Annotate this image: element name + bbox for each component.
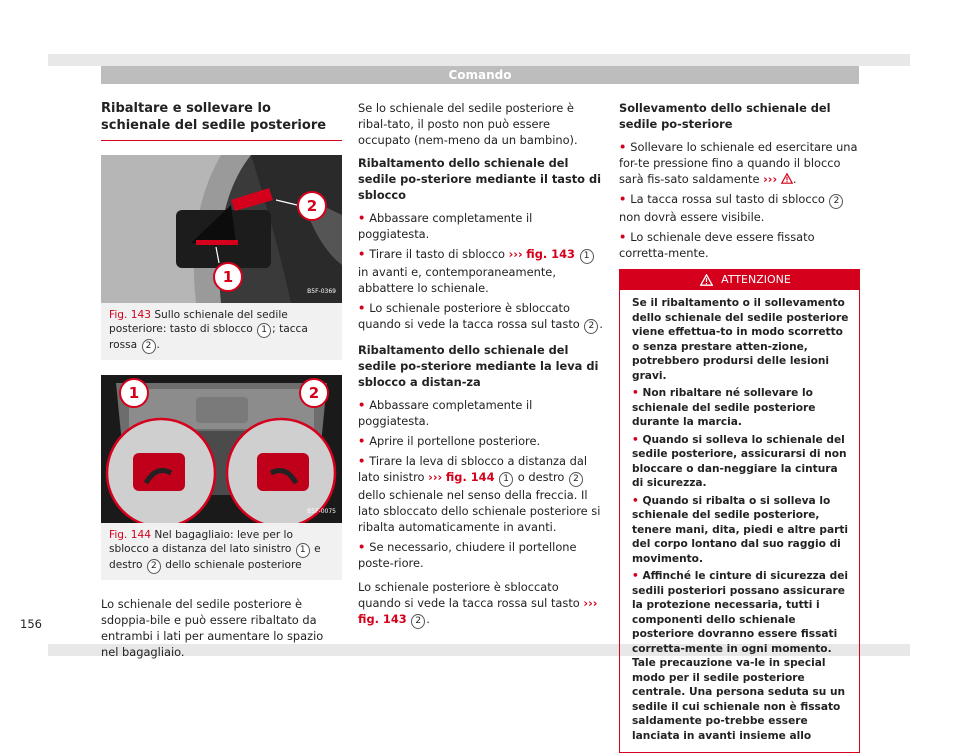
figure-link[interactable]: fig. 143 xyxy=(526,247,575,261)
bullet: • xyxy=(358,398,370,412)
figure-label: Fig. 144 xyxy=(109,529,151,541)
warning-item xyxy=(632,433,851,491)
callout-2: 2 xyxy=(299,378,329,408)
warning-item xyxy=(632,386,851,430)
arrow-ref-icon: ››› xyxy=(428,470,443,484)
bullet: • xyxy=(619,230,631,244)
list-text: Abbassare completamente il poggiatesta. xyxy=(358,211,533,241)
paragraph-text: Lo schienale posteriore è sbloccato quando si vede la tacca rossa sul tasto xyxy=(358,580,580,610)
list-item xyxy=(358,453,604,535)
ref-number: 1 xyxy=(580,249,594,264)
warning-title: ATTENZIONE xyxy=(721,273,791,286)
warning-text: Quando si solleva lo schienale del sedile posteriore, assicurarsi di non bloccare o dan-neggiare la cintura di sicurezza. xyxy=(632,433,847,489)
figure-link[interactable]: fig. 143 xyxy=(358,612,407,626)
caption-text: dello schienale posteriore xyxy=(165,559,302,571)
section-title: Ribaltare e sollevare lo schienale del sedile posteriore xyxy=(101,100,342,141)
column-right xyxy=(619,100,860,753)
bullet: • xyxy=(358,434,370,448)
figure-link[interactable]: fig. 144 xyxy=(445,470,495,484)
list-text: La tacca rossa sul tasto di sblocco xyxy=(630,192,825,206)
list-item xyxy=(358,210,604,242)
list-item: • Sollevare lo schienale ed esercitare una for-te pressione fino a quando il blocco sarà fis-sato saldamente ››› . xyxy=(619,140,858,186)
list-text: Abbassare completamente il poggiatesta. xyxy=(358,398,533,428)
list-text: Tirare la leva di sblocco a distanza dal lato sinistro xyxy=(358,454,588,484)
figure-code: B5F-0075 xyxy=(307,508,336,515)
figure-caption xyxy=(101,523,342,580)
ref-number: 1 xyxy=(257,323,271,338)
ref-number: 1 xyxy=(499,472,513,487)
caption-text: e destro xyxy=(109,543,321,571)
list-text: non dovrà essere visibile. xyxy=(619,210,765,224)
warning-triangle-icon[interactable] xyxy=(781,173,793,184)
warning-item xyxy=(632,494,851,567)
subheading: Ribaltamento dello schienale del sedile po-steriore mediante il tasto di sblocco xyxy=(358,156,602,202)
ref-number: 2 xyxy=(411,614,425,629)
list-text: Lo schienale deve essere fissato corretta-mente. xyxy=(619,230,815,260)
bullet: • xyxy=(632,433,643,446)
ref-number: 2 xyxy=(569,472,583,487)
figure-caption xyxy=(101,303,342,360)
bullet: • xyxy=(358,454,370,468)
callout-1: 1 xyxy=(119,378,149,408)
callout-1: 1 xyxy=(213,262,243,292)
bullet: • xyxy=(358,301,370,315)
warning-triangle-icon xyxy=(700,274,713,286)
ref-number: 2 xyxy=(147,559,161,574)
list-text: Aprire il portellone posteriore. xyxy=(369,434,541,448)
column-left xyxy=(101,100,342,667)
ref-number: 1 xyxy=(296,543,310,558)
seat-button-photo xyxy=(101,155,342,303)
ref-number: 2 xyxy=(142,339,156,354)
list-text: Sollevare lo schienale ed esercitare una for-te pressione fino a quando il blocco sarà fis-sato saldamente xyxy=(619,140,858,186)
arrow-ref-icon: ››› xyxy=(763,172,778,186)
arrow-ref-icon: ››› xyxy=(508,247,523,261)
page-number: 156 xyxy=(20,617,42,631)
list-text: Se necessario, chiudere il portellone poste-riore. xyxy=(358,540,577,570)
bullet: • xyxy=(619,192,631,206)
list-item xyxy=(358,397,604,429)
list-text: Tirare il tasto di sblocco xyxy=(369,247,505,261)
callout-2: 2 xyxy=(297,191,327,221)
warning-text: Quando si ribalta o si solleva lo schienale del sedile posteriore, tenere mani, dita, piedi e altre parti del corpo lontano dal suo raggio di movimento. xyxy=(632,494,849,565)
figure-144 xyxy=(101,375,342,580)
figure-label: Fig. 143 xyxy=(109,309,151,321)
list-text: dello schienale nel senso della freccia. Il lato sbloccato dello schienale posteriore si ribalta automaticamente in avanti. xyxy=(358,488,601,534)
caption-text: Sullo schienale del sedile posteriore: tasto di sblocco xyxy=(109,309,288,335)
list-text: in avanti e, contemporaneamente, abbattere lo schienale. xyxy=(358,265,556,295)
figure-143 xyxy=(101,155,342,360)
caption-text: ; tacca rossa xyxy=(109,323,308,351)
list-text: o destro xyxy=(517,470,565,484)
bullet: • xyxy=(358,247,370,261)
list-item xyxy=(358,433,604,449)
ref-number: 2 xyxy=(584,319,598,334)
warning-text: Non ribaltare né sollevare lo schienale del sedile posteriore durante la marcia. xyxy=(632,387,816,428)
list-item xyxy=(619,229,860,261)
warning-text: Se il ribaltamento o il sollevamento dello schienale del sedile posteriore viene effettua-to in modo scorretto o senza prestare atten-zione, potrebbero prodursi delle lesioni gravi. xyxy=(632,297,849,382)
bullet: • xyxy=(358,540,370,554)
paragraph-text: . xyxy=(426,612,430,626)
subheading: Sollevamento dello schienale del sedile po-steriore xyxy=(619,101,831,131)
bullet: • xyxy=(632,387,643,399)
column-middle xyxy=(358,100,604,636)
warning-item xyxy=(632,569,851,743)
list-item xyxy=(358,300,604,334)
trunk-levers-photo xyxy=(101,375,342,523)
warning-text: Affinché le cinture di sicurezza dei sedili posteriori possano assicurare la protezione necessaria, tutti i componenti dello schienale posteriore dovranno essere fissati corretta-mente in ogni momento. Tale precauzione va-le in special modo per il sedile posteriore centrale. Una persona seduta su un sedile il cui schienale non è fissato saldamente po-trebbe essere lanciata in avanti insieme allo xyxy=(632,570,849,742)
paragraph: Se lo schienale del sedile posteriore è ribal-tato, il posto non può essere occupato (nem-meno da un bambino). xyxy=(358,101,578,147)
warning-body xyxy=(620,290,859,752)
bullet: • xyxy=(619,140,631,154)
intro-paragraph: Lo schienale del sedile posteriore è sdoppia-bile e può essere ribaltato da entrambi i lati per aumentare lo spazio nel bagagliaio. xyxy=(101,597,324,659)
arrow-ref-icon: ››› xyxy=(583,596,598,610)
list-item xyxy=(619,191,860,225)
caption-text: . xyxy=(156,339,160,351)
warning-box xyxy=(619,269,860,753)
figure-code: B5F-0369 xyxy=(307,288,336,295)
list-item xyxy=(358,246,604,296)
bullet: • xyxy=(358,211,370,225)
warning-header xyxy=(620,270,859,290)
list-item xyxy=(358,539,604,571)
caption-text: Nel bagagliaio: leve per lo sblocco a distanza del lato sinistro xyxy=(109,529,293,555)
bullet: • xyxy=(632,570,643,582)
subheading: Ribaltamento dello schienale del sedile po-steriore mediante la leva di sblocco a distan-za xyxy=(358,343,599,389)
bullet: • xyxy=(632,494,643,507)
ref-number: 2 xyxy=(829,194,843,209)
page-header: Comando xyxy=(101,66,859,84)
list-text: Lo schienale posteriore è sbloccato quando si vede la tacca rossa sul tasto xyxy=(358,301,580,331)
paragraph xyxy=(358,579,604,629)
list-text: . xyxy=(599,317,604,331)
